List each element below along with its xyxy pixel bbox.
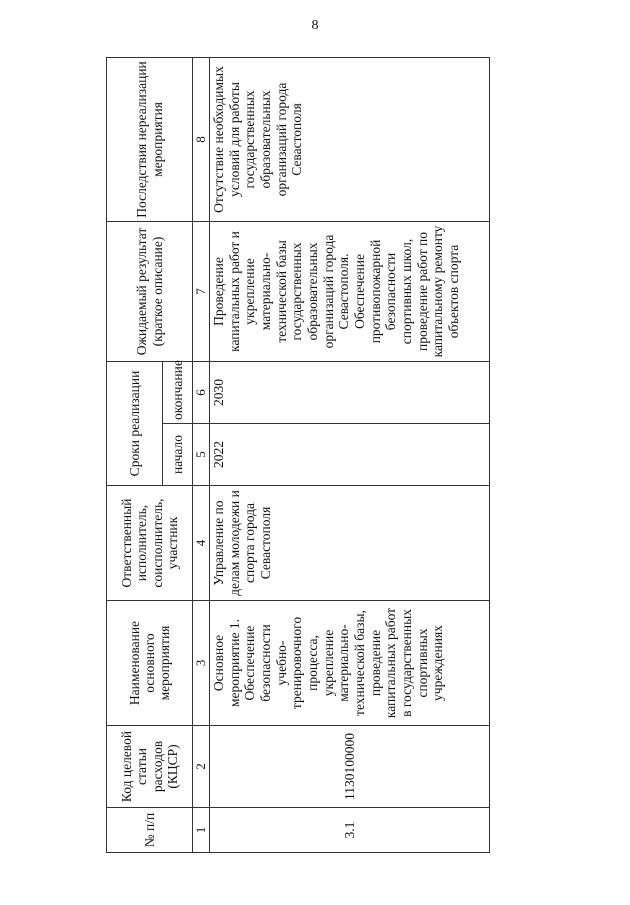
row-measure-name: Основное мероприятие 1. Обеспечение безопасности учебно-тренировочного процесса, укрепление материально-технической базы, проведение капитальных работ в государственных спортивных учреждениях [210, 601, 490, 726]
row-start: 2022 [210, 424, 490, 486]
row-responsible: Управление по делам молодежи и спорта города Севастополя [210, 486, 490, 601]
table-row [210, 57, 490, 852]
row-expected-result: Проведение капитальных работ и укрепление материально-технической базы государственных образовательных организаций города Севастополя. Обеспечение противопожарной безопасности спортивных школ, проведение работ по капитальному ремонту объектов спорта [210, 221, 490, 361]
row-num: 3.1 [210, 808, 490, 853]
row-end: 2030 [210, 361, 490, 423]
header-expected-result: Ожидаемый результат (краткое описание) [107, 221, 193, 361]
column-number: 8 [193, 57, 210, 221]
column-number: 2 [193, 726, 210, 808]
column-number: 4 [193, 486, 210, 601]
header-responsible: Ответственный исполнитель, соисполнитель, участник [107, 486, 193, 601]
column-number: 5 [193, 424, 210, 486]
header-end: окончание [163, 361, 193, 423]
header-kcsr: Код целевой статьи расходов (КЦСР) [107, 726, 193, 808]
rotated-table-wrapper [106, 58, 490, 853]
header-measure-name: Наименование основного мероприятия [107, 601, 193, 726]
column-number: 7 [193, 221, 210, 361]
row-consequences: Отсутствие необходимых условий для работы государственных образовательных организаций города Севастополя [210, 57, 490, 221]
header-start: начало [163, 424, 193, 486]
header-consequences: Последствия нереализации мероприятия [107, 57, 193, 221]
row-kcsr: 1130100000 [210, 726, 490, 808]
column-number: 3 [193, 601, 210, 726]
column-number: 6 [193, 361, 210, 423]
column-number: 1 [193, 808, 210, 853]
header-timing: Сроки реализации [107, 361, 163, 485]
header-num: № п/п [107, 808, 193, 853]
measures-table [106, 57, 490, 853]
page-number: 8 [311, 18, 319, 33]
